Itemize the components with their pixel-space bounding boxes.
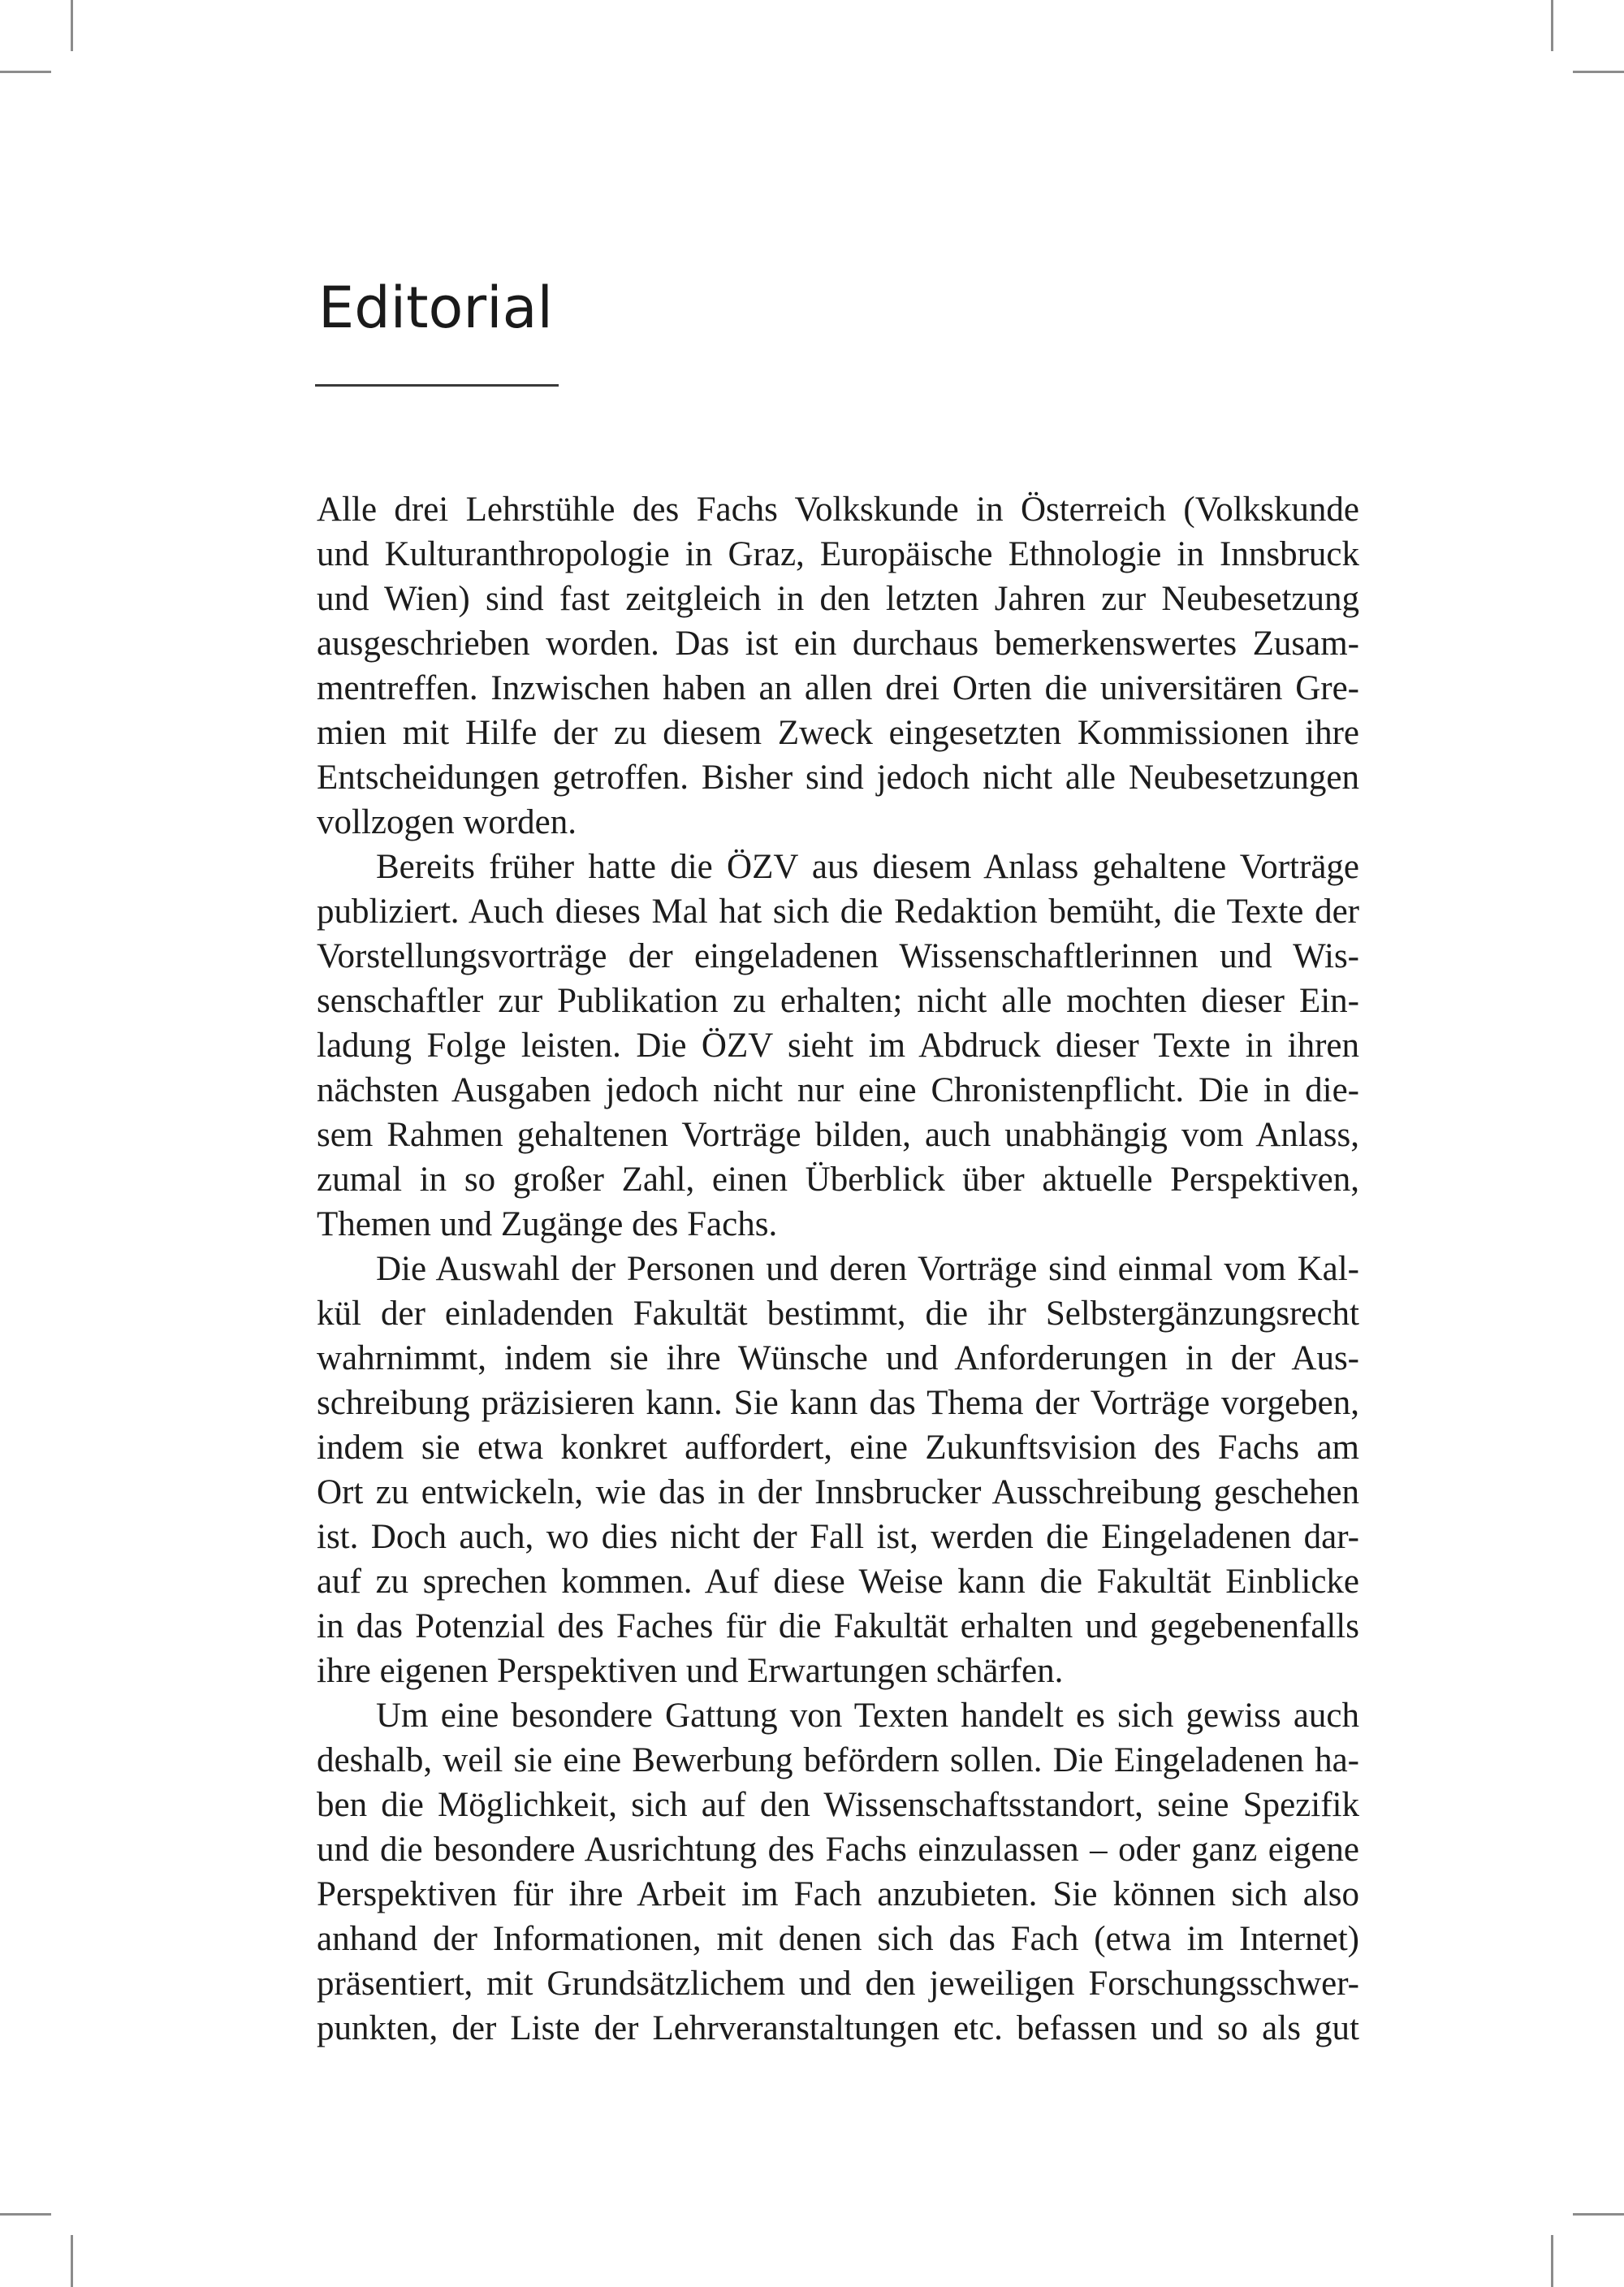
text-line: Entscheidungen getroffen. Bisher sind jedoch nicht alle Neubesetzungen (317, 759, 1359, 797)
text-line: ausgeschrieben worden. Das ist ein durchaus bemerkenswertes Zusam- (317, 625, 1359, 663)
crop-mark-bottom-right-vertical (1551, 2235, 1553, 2287)
text-line: punkten, der Liste der Lehrveranstaltungen etc. befassen und so als gut (317, 2009, 1359, 2047)
text-line: sem Rahmen gehaltenen Vorträge bilden, auch unabhängig vom Anlass, (317, 1116, 1359, 1154)
text-line: und Kulturanthropologie in Graz, Europäische Ethnologie in Innsbruck (317, 535, 1359, 573)
text-line: und die besondere Ausrichtung des Fachs einzulassen – oder ganz eigene (317, 1831, 1359, 1869)
text-line: auf zu sprechen kommen. Auf diese Weise kann die Fakultät Einblicke (317, 1563, 1359, 1601)
page-title: Editorial (318, 275, 553, 341)
text-line: Die Auswahl der Personen und deren Vorträge sind einmal vom Kal- (376, 1250, 1359, 1288)
crop-mark-bottom-left-horizontal (0, 2213, 51, 2216)
text-line: anhand der Informationen, mit denen sich das Fach (etwa im Internet) (317, 1920, 1359, 1958)
text-line: Ort zu entwickeln, wie das in der Innsbrucker Ausschreibung geschehen (317, 1473, 1359, 1511)
text-line: ladung Folge leisten. Die ÖZV sieht im Abdruck dieser Texte in ihren (317, 1027, 1359, 1065)
text-line: Perspektiven für ihre Arbeit im Fach anzubieten. Sie können sich also (317, 1875, 1359, 1913)
text-line: mien mit Hilfe der zu diesem Zweck eingesetzten Kommissionen ihre (317, 714, 1359, 752)
text-line: deshalb, weil sie eine Bewerbung befördern sollen. Die Eingeladenen ha- (317, 1741, 1359, 1779)
text-line: indem sie etwa konkret auffordert, eine Zukunftsvision des Fachs am (317, 1429, 1359, 1467)
text-line: senschaftler zur Publikation zu erhalten; nicht alle mochten dieser Ein- (317, 982, 1359, 1020)
paragraph-3 (317, 1247, 1359, 1693)
text-line: Alle drei Lehrstühle des Fachs Volkskunde in Österreich (Volkskunde (317, 491, 1359, 529)
text-line: ihre eigenen Perspektiven und Erwartungen schärfen. (317, 1652, 1064, 1690)
text-line: schreibung präzisieren kann. Sie kann das Thema der Vorträge vorgeben, (317, 1384, 1359, 1422)
text-line: präsentiert, mit Grundsätzlichem und den jeweiligen Forschungsschwer- (317, 1965, 1359, 2003)
text-line: ben die Möglichkeit, sich auf den Wissenschaftsstandort, seine Spezifik (317, 1786, 1359, 1824)
text-line: in das Potenzial des Faches für die Fakultät erhalten und gegebenenfalls (317, 1607, 1359, 1645)
text-line: nächsten Ausgaben jedoch nicht nur eine Chronistenpflicht. Die in die- (317, 1071, 1359, 1109)
crop-mark-top-right-vertical (1551, 0, 1553, 51)
text-line: mentreffen. Inzwischen haben an allen drei Orten die universitären Gre- (317, 669, 1359, 707)
text-line: Um eine besondere Gattung von Texten handelt es sich gewiss auch (376, 1697, 1359, 1735)
text-line: Themen und Zugänge des Fachs. (317, 1205, 778, 1243)
crop-mark-top-left-vertical (71, 0, 73, 51)
text-line: und Wien) sind fast zeitgleich in den letzten Jahren zur Neubesetzung (317, 580, 1359, 618)
text-line: Vorstellungsvorträge der eingeladenen Wissenschaftlerinnen und Wis- (317, 937, 1359, 975)
paragraph-2 (317, 845, 1359, 1247)
crop-mark-bottom-left-vertical (71, 2235, 73, 2287)
body-text (317, 487, 1359, 2051)
text-line: ist. Doch auch, wo dies nicht der Fall ist, werden die Eingeladenen dar- (317, 1518, 1359, 1556)
title-underline-rule (315, 384, 559, 387)
crop-mark-top-right-horizontal (1573, 71, 1624, 73)
text-line: kül der einladenden Fakultät bestimmt, die ihr Selbstergänzungsrecht (317, 1295, 1359, 1333)
text-line: zumal in so großer Zahl, einen Überblick über aktuelle Perspektiven, (317, 1161, 1359, 1199)
text-line: wahrnimmt, indem sie ihre Wünsche und Anforderungen in der Aus- (317, 1339, 1359, 1377)
text-line: Bereits früher hatte die ÖZV aus diesem Anlass gehaltene Vorträge (376, 848, 1359, 886)
text-line: publiziert. Auch dieses Mal hat sich die Redaktion bemüht, die Texte der (317, 893, 1359, 931)
crop-mark-bottom-right-horizontal (1573, 2213, 1624, 2216)
text-line: vollzogen worden. (317, 803, 577, 841)
crop-mark-top-left-horizontal (0, 71, 51, 73)
paragraph-1 (317, 487, 1359, 845)
paragraph-4 (317, 1693, 1359, 2051)
